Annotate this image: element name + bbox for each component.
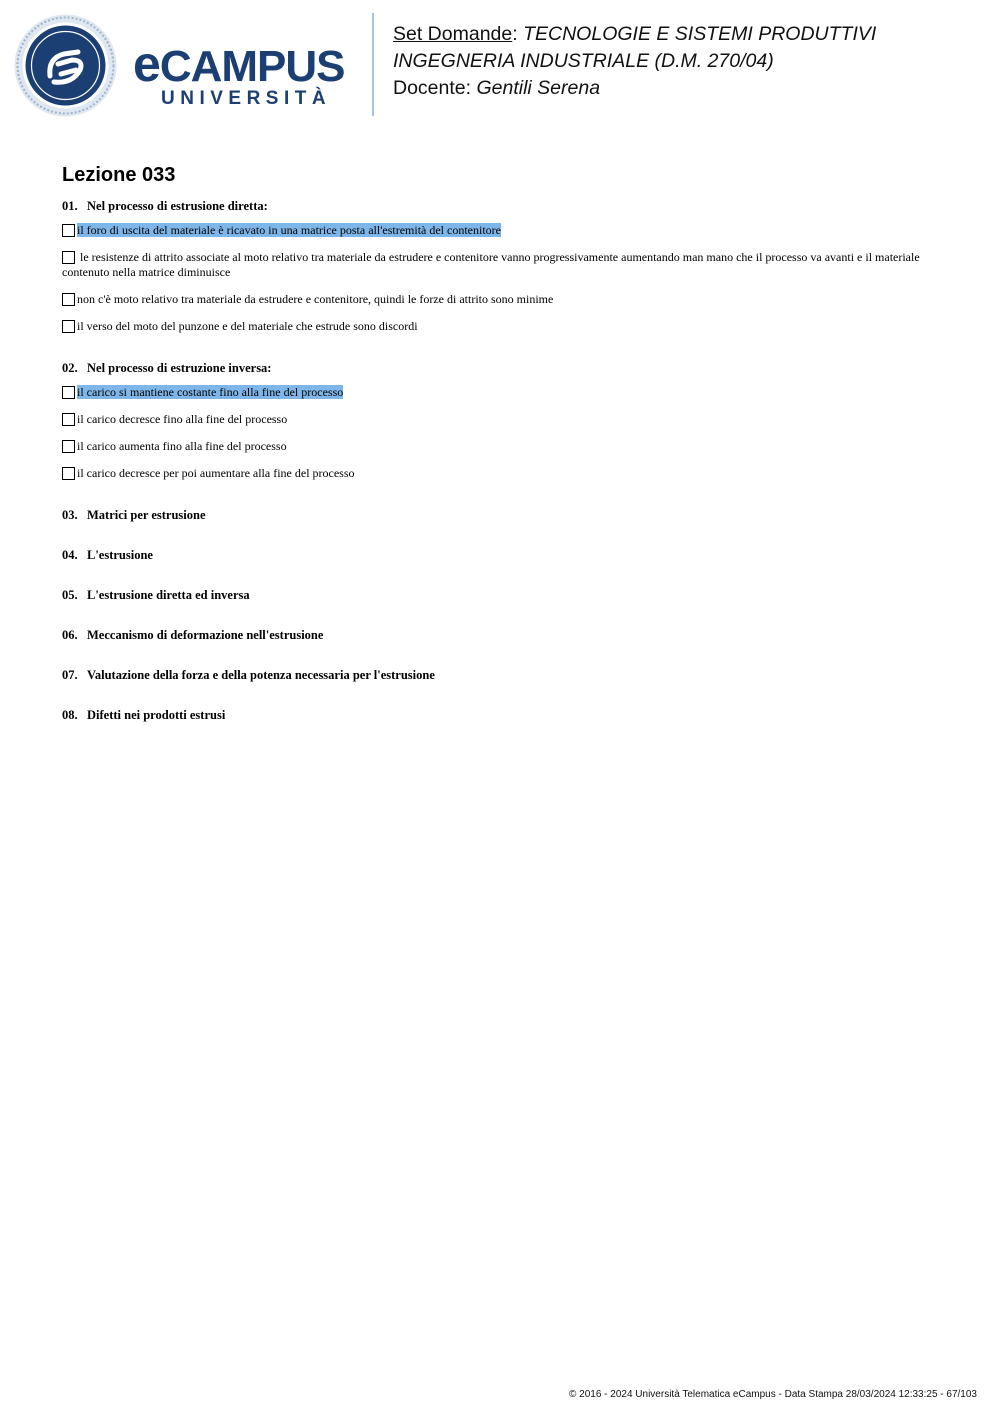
question-05: 05. L'estrusione diretta ed inversa bbox=[62, 588, 250, 602]
brand-name: eCAMPUS bbox=[133, 36, 345, 92]
option-text: non c'è moto relativo tra materiale da estrudere e contenitore, quindi le forze di attrito sono minime bbox=[77, 292, 554, 306]
course-line2: INGEGNERIA INDUSTRIALE (D.M. 270/04) bbox=[393, 50, 774, 72]
answer-option[interactable] bbox=[62, 223, 942, 238]
option-text: il carico aumenta fino alla fine del processo bbox=[77, 439, 287, 453]
checkbox[interactable] bbox=[62, 293, 75, 306]
ecampus-wordmark bbox=[133, 36, 358, 112]
option-text: il foro di uscita del materiale è ricavato in una matrice posta all'estremità del contenitore bbox=[77, 223, 501, 237]
checkbox[interactable] bbox=[62, 413, 75, 426]
header-divider bbox=[372, 13, 374, 116]
answer-option[interactable] bbox=[62, 439, 942, 454]
question-07: 07. Valutazione della forza e della potenza necessaria per l'estrusione bbox=[62, 668, 435, 682]
lesson-title: Lezione 033 bbox=[62, 164, 176, 186]
course-title-line1: TECNOLOGIE E SISTEMI PRODUTTIVI bbox=[523, 23, 877, 45]
answer-option[interactable] bbox=[62, 250, 942, 280]
answer-option[interactable] bbox=[62, 412, 942, 427]
option-text: le resistenze di attrito associate al moto relativo tra materiale da estrudere e contenitore vanno progressivamente aumentando man mano che il processo va avanti e il materiale contenuto nella matrice diminuisce bbox=[62, 250, 920, 279]
option-text: il verso del moto del punzone e del materiale che estrude sono discordi bbox=[77, 319, 418, 333]
checkbox[interactable] bbox=[62, 251, 75, 264]
brand-subtitle: UNIVERSITÀ bbox=[161, 88, 332, 109]
set-line: Set Domande: TECNOLOGIE E SISTEMI PRODUTTIVI bbox=[393, 23, 877, 45]
set-label: Set Domande bbox=[393, 23, 513, 45]
question-heading: 01. Nel processo di estrusione diretta: bbox=[62, 199, 268, 213]
option-text: il carico decresce fino alla fine del processo bbox=[77, 412, 288, 426]
answer-option[interactable] bbox=[62, 292, 942, 307]
checkbox[interactable] bbox=[62, 320, 75, 333]
question-04: 04. L'estrusione bbox=[62, 548, 153, 562]
question-08: 08. Difetti nei prodotti estrusi bbox=[62, 708, 226, 722]
checkbox[interactable] bbox=[62, 467, 75, 480]
ecampus-seal-logo bbox=[14, 14, 117, 117]
checkbox[interactable] bbox=[62, 386, 75, 399]
teacher-name: Gentili Serena bbox=[476, 77, 601, 99]
page-header bbox=[0, 0, 1000, 130]
answer-option[interactable] bbox=[62, 385, 942, 400]
question-03: 03. Matrici per estrusione bbox=[62, 508, 206, 522]
page-footer: © 2016 - 2024 Università Telematica eCampus - Data Stampa 28/03/2024 12:33:25 - 67/103 bbox=[569, 1389, 977, 1400]
answer-option[interactable] bbox=[62, 319, 942, 334]
option-text: il carico decresce per poi aumentare alla fine del processo bbox=[77, 466, 355, 480]
teacher-line: Docente: Gentili Serena bbox=[393, 77, 601, 99]
question-06: 06. Meccanismo di deformazione nell'estrusione bbox=[62, 628, 324, 642]
question-01 bbox=[62, 198, 942, 334]
header-info bbox=[393, 21, 876, 102]
checkbox[interactable] bbox=[62, 224, 75, 237]
answer-option[interactable] bbox=[62, 466, 942, 481]
option-text: il carico si mantiene costante fino alla fine del processo bbox=[77, 385, 344, 399]
question-heading: 02. Nel processo di estruzione inversa: bbox=[62, 361, 272, 375]
question-set bbox=[62, 162, 942, 747]
checkbox[interactable] bbox=[62, 440, 75, 453]
question-02 bbox=[62, 360, 942, 481]
